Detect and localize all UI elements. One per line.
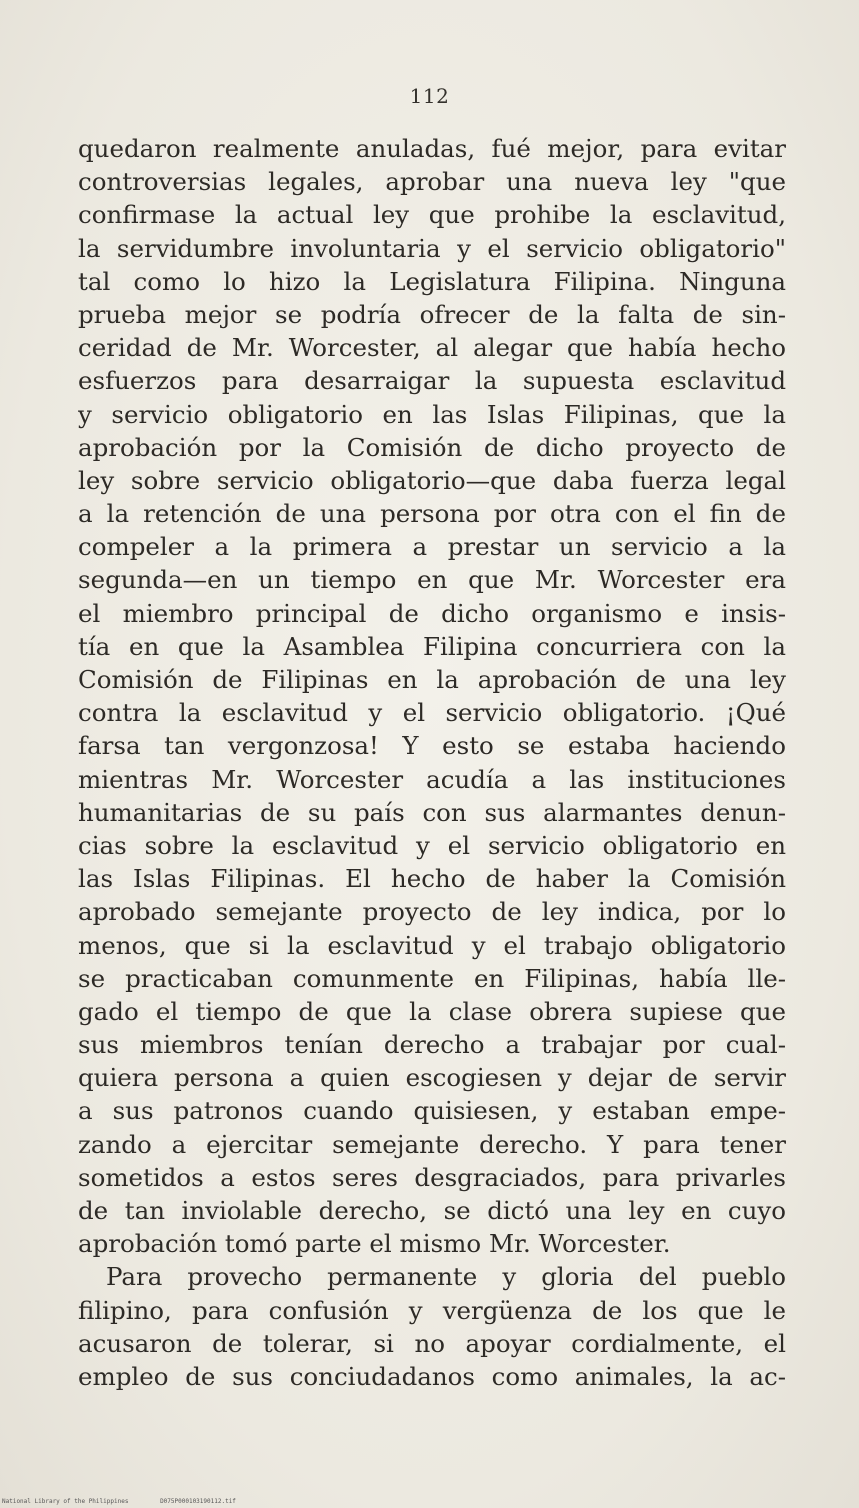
text-line: compeler a la primera a prestar un servicio a la xyxy=(78,532,786,562)
text-line: Para provecho permanente y gloria del pueblo xyxy=(106,1262,786,1292)
text-line: tal como lo hizo la Legislatura Filipina. Ninguna xyxy=(78,266,786,296)
text-line: gado el tiempo de que la clase obrera supiese que xyxy=(78,996,786,1026)
text-line: a sus patronos cuando quisiesen, y estaban empe- xyxy=(78,1096,786,1126)
text-line: las Islas Filipinas. El hecho de haber la Comisión xyxy=(78,864,786,894)
text-line: quedaron realmente anuladas, fué mejor, para evitar xyxy=(78,134,786,163)
text-line: acusaron de tolerar, si no apoyar cordialmente, el xyxy=(78,1328,786,1358)
text-line: Comisión de Filipinas en la aprobación de una ley xyxy=(78,665,786,694)
text-line: farsa tan vergonzosa! Y esto se estaba haciendo xyxy=(78,731,786,761)
text-line: controversias legales, aprobar una nueva ley "que xyxy=(78,167,786,197)
footer-file: D075P000103190112.tif xyxy=(160,1498,236,1505)
text-line: tía en que la Asamblea Filipina concurriera con la xyxy=(78,631,786,661)
text-line: sus miembros tenían derecho a trabajar por cual- xyxy=(78,1030,786,1060)
text-line: ley sobre servicio obligatorio—que daba fuerza legal xyxy=(78,465,786,495)
scan-footer xyxy=(2,1498,264,1505)
text-line: menos, que si la esclavitud y el trabajo obligatorio xyxy=(78,930,786,960)
text-line: zando a ejercitar semejante derecho. Y para tener xyxy=(78,1129,786,1159)
text-line: aprobación tomó parte el mismo Mr. Worcester. xyxy=(78,1229,671,1259)
text-line: filipino, para confusión y vergüenza de los que le xyxy=(78,1295,786,1325)
text-line: de tan inviolable derecho, se dictó una ley en cuyo xyxy=(78,1196,786,1225)
footer-library: National Library of the Philippines xyxy=(2,1498,129,1505)
text-line: aprobación por la Comisión de dicho proyecto de xyxy=(78,432,786,462)
text-line: a la retención de una persona por otra con el fin de xyxy=(78,499,786,529)
text-line: quiera persona a quien escogiesen y dejar de servir xyxy=(78,1063,786,1093)
text-line: sometidos a estos seres desgraciados, para privarles xyxy=(78,1162,786,1192)
text-body xyxy=(78,132,786,1393)
text-line: empleo de sus conciudadanos como animales, la ac- xyxy=(78,1361,786,1391)
text-line: segunda—en un tiempo en que Mr. Worcester era xyxy=(78,565,786,595)
text-line: cias sobre la esclavitud y el servicio obligatorio en xyxy=(78,830,786,860)
text-line: confirmase la actual ley que prohibe la esclavitud, xyxy=(78,200,786,230)
text-line: ceridad de Mr. Worcester, al alegar que había hecho xyxy=(78,333,786,363)
page-number: 112 xyxy=(409,84,450,108)
text-line: la servidumbre involuntaria y el servicio obligatorio" xyxy=(78,233,786,263)
text-line: humanitarias de su país con sus alarmantes denun- xyxy=(78,797,786,827)
text-line: el miembro principal de dicho organismo e insis- xyxy=(78,598,786,628)
text-line: aprobado semejante proyecto de ley indica, por lo xyxy=(78,897,786,927)
text-line: se practicaban comunmente en Filipinas, había lle- xyxy=(78,963,786,993)
text-line: mientras Mr. Worcester acudía a las instituciones xyxy=(78,764,786,794)
text-line: y servicio obligatorio en las Islas Filipinas, que la xyxy=(78,399,786,429)
text-line: esfuerzos para desarraigar la supuesta esclavitud xyxy=(78,366,786,396)
text-line: prueba mejor se podría ofrecer de la falta de sin- xyxy=(78,299,786,329)
text-line: contra la esclavitud y el servicio obligatorio. ¡Qué xyxy=(78,698,786,728)
